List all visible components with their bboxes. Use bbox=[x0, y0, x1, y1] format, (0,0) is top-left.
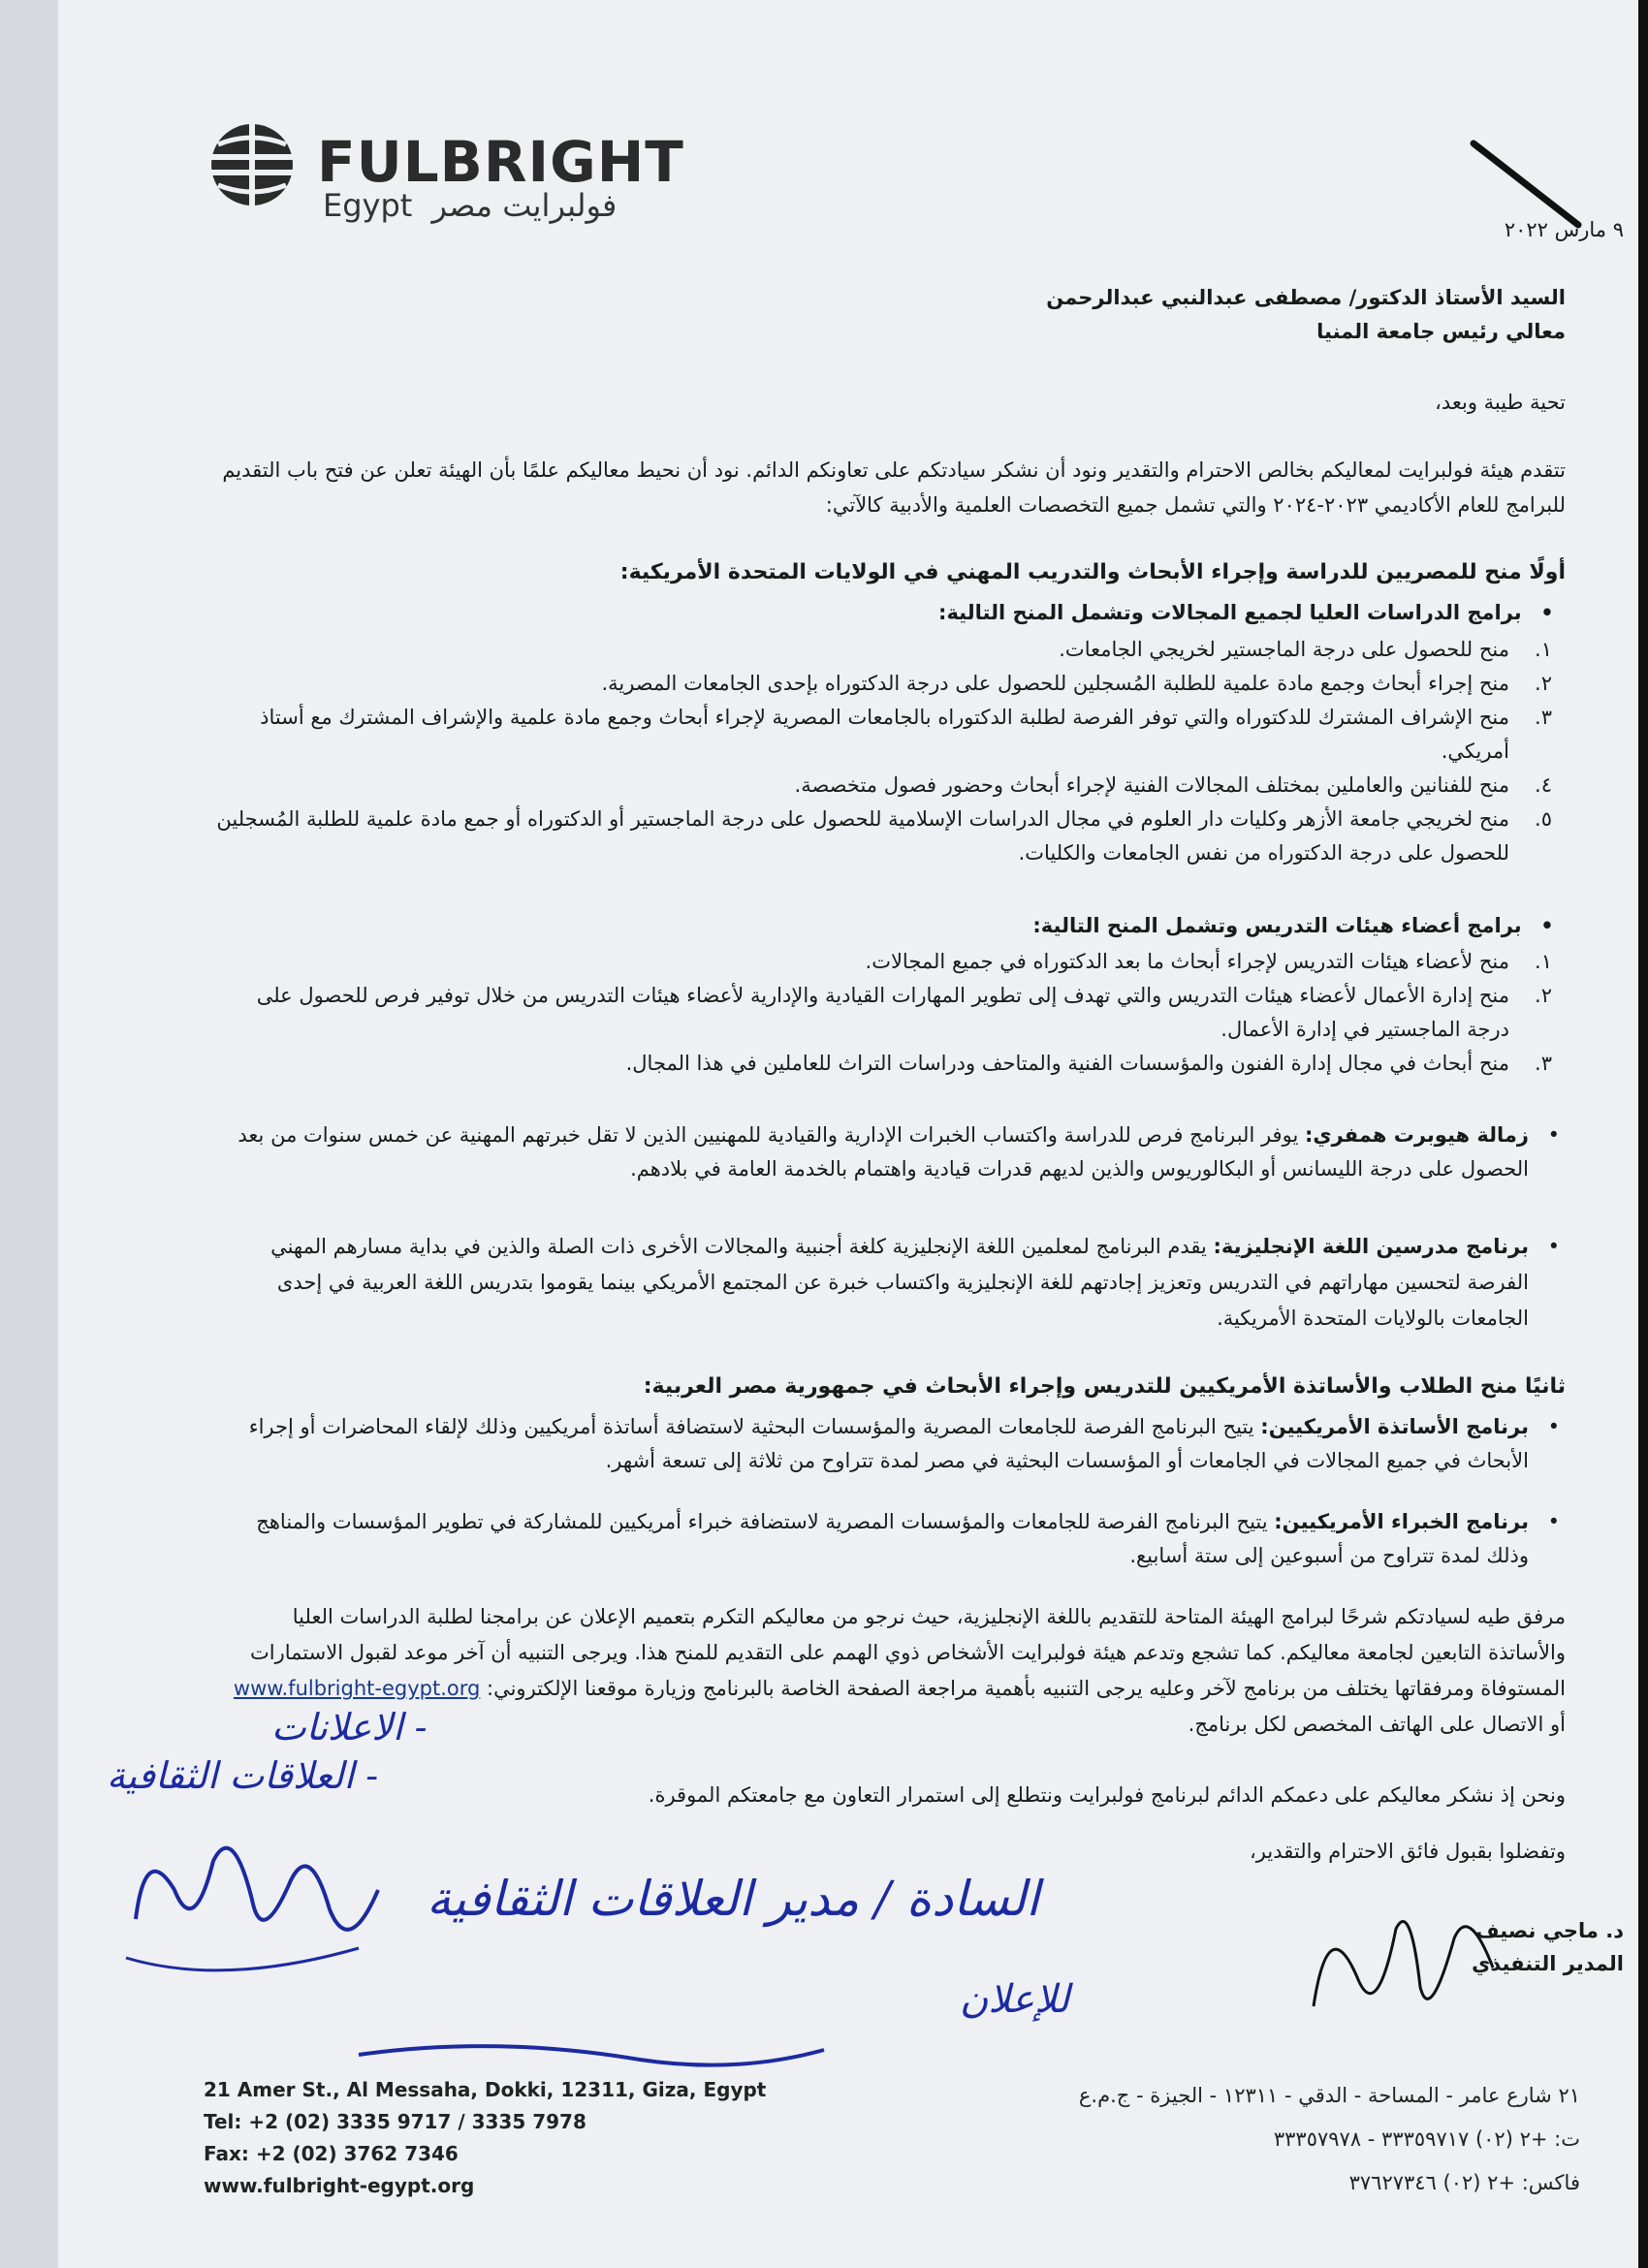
letter-date: ٩ مارس ٢٠٢٢ bbox=[1504, 218, 1624, 241]
brand-sub-ar: فولبرايت مصر bbox=[431, 187, 618, 224]
signatory-block bbox=[1430, 1914, 1624, 1980]
bullet-dot: • bbox=[1547, 1415, 1560, 1438]
list-item: ٢. منح إجراء أبحاث وجمع مادة علمية للطلبة المُسجلين للحصول على درجة الدكتوراه بإحدى الجامعات المصرية. bbox=[601, 672, 1552, 695]
bullet-dot: • bbox=[1547, 1235, 1560, 1258]
footer-address-ar: ٢١ شارع عامر - المساحة - الدقي - ١٢٣١١ - الجيزة - ج.م.ع bbox=[1078, 2084, 1580, 2107]
signatory-name: د. ماجي نصيف bbox=[1475, 1919, 1624, 1942]
list-item: ٣. منح الإشراف المشترك للدكتوراه والتي توفر الفرصة لطلبة الدكتوراه بالجامعات المصرية لإجراء أبحاث وجمع مادة علمية والإشراف المشترك مع أستاذ أمريكي. bbox=[260, 706, 1552, 763]
addressee-line1: السيد الأستاذ الدكتور/ مصطفى عبدالنبي عبدالرحمن bbox=[1046, 286, 1566, 309]
brand-sub-en: Egypt bbox=[323, 187, 413, 224]
bullet-dot: • bbox=[1547, 1123, 1560, 1147]
american-experts-paragraph: • برنامج الخبراء الأمريكيين: يتيح البرنامج الفرصة للجامعات والمؤسسات المصرية لاستضافة خبراء أمريكيين للمشاركة في تطوير المؤسسات والمناهج وذلك لمدة تتراوح من أسبوعين إلى ستة أسابيع. bbox=[213, 1505, 1566, 1573]
footer-tel-ar: ت: +٢ (٠٢) ٣٣٣٥٩٧١٧ - ٣٣٣٥٧٩٧٨ bbox=[1273, 2127, 1580, 2151]
handwritten-note-2: - العلاقات الثقافية bbox=[107, 1754, 379, 1797]
website-link[interactable]: www.fulbright-egypt.org bbox=[233, 1677, 481, 1700]
sign-off: وتفضلوا بقبول فائق الاحترام والتقدير، bbox=[1250, 1840, 1566, 1863]
list-item: ١. منح لأعضاء هيئات التدريس لإجراء أبحاث ما بعد الدكتوراه في جميع المجالات. bbox=[865, 950, 1552, 973]
list-item: ٤. منح للفنانين والعاملين بمختلف المجالات الفنية لإجراء أبحاث وحضور فصول متخصصة. bbox=[794, 773, 1552, 797]
handwritten-note-4: للإعلان bbox=[960, 1977, 1070, 2022]
handwritten-note-1: - الاعلانات bbox=[271, 1706, 428, 1748]
handwritten-annotations bbox=[107, 1706, 1309, 2094]
scan-edge bbox=[1638, 0, 1648, 2268]
scan-margin bbox=[0, 0, 58, 2268]
section2-title: ثانيًا منح الطلاب والأساتذة الأمريكيين للتدريس وإجراء الأبحاث في جمهورية مصر العربية: bbox=[643, 1374, 1566, 1399]
footer-english bbox=[204, 2074, 766, 2202]
brand-name: FULBRIGHT bbox=[317, 129, 684, 195]
footer-web-en[interactable]: www.fulbright-egypt.org bbox=[204, 2174, 475, 2197]
faculty-programs-list bbox=[213, 945, 1566, 1081]
faculty-programs-title: برامج أعضاء هيئات التدريس وتشمل المنح التالية: bbox=[1032, 914, 1522, 937]
thanks-paragraph: ونحن إذ نشكر معاليكم على دعمكم الدائم لبرنامج فولبرايت ونتطلع إلى استمرار التعاون مع جامعتكم الموقرة. bbox=[648, 1783, 1566, 1807]
signatory-title: المدير التنفيذي bbox=[1472, 1952, 1624, 1975]
grad-programs-heading bbox=[213, 596, 1566, 630]
brand-sub bbox=[323, 187, 617, 224]
english-teachers-paragraph: • برنامج مدرسين اللغة الإنجليزية: يقدم البرنامج لمعلمين اللغة الإنجليزية كلغة أجنبية والمجالات الأخرى ذات الصلة والذين في بداية مسارهم المهني الفرصة لتحسين مهاراتهم في التدريس وتعزيز إجادتهم للغة الإنجليزية واكتساب خبرة عن المجتمع الأمريكي بينما يقوموا بتدريس اللغة العربية في إحدى الجامعات بالولايات المتحدة الأمريكية. bbox=[213, 1229, 1566, 1337]
list-item: ٥. منح لخريجي جامعة الأزهر وكليات دار العلوم في مجال الدراسات الإسلامية للحصول على درجة الماجستير أو الدكتوراه أو جمع مادة علمية للطلبة المُسجلين للحصول على درجة الدكتوراه من نفس الجامعات والكليات. bbox=[216, 807, 1552, 865]
footer-fax-en: Fax: +2 (02) 3762 7346 bbox=[204, 2142, 459, 2165]
list-item: ٣. منح أبحاث في مجال إدارة الفنون والمؤسسات الفنية والمتاحف ودراسات التراث للعاملين في هذا المجال. bbox=[625, 1052, 1552, 1075]
footer-arabic bbox=[960, 2074, 1580, 2205]
american-professors-paragraph: • برنامج الأساتذة الأمريكيين: يتيح البرنامج الفرصة للجامعات المصرية والمؤسسات البحثية لاستضافة أساتذة أمريكيين وذلك لإلقاء المحاضرات أو إجراء الأبحاث في جميع المجالات في الجامعات أو المؤسسات البحثية في مصر لمدة تتراوح من ثلاثة إلى تسعة أشهر. bbox=[213, 1410, 1566, 1478]
grad-programs-list bbox=[213, 633, 1566, 870]
footer-fax-ar: فاكس: +٢ (٠٢) ٣٧٦٢٧٣٤٦ bbox=[1348, 2171, 1580, 2194]
grad-programs-title: برامج الدراسات العليا لجميع المجالات وتشمل المنح التالية: bbox=[938, 601, 1522, 624]
handwritten-signature-left bbox=[107, 1803, 427, 1997]
closing-paragraph: مرفق طيه لسيادتكم شرحًا لبرامج الهيئة المتاحة للتقديم باللغة الإنجليزية، حيث نرجو من معاليكم التكرم بتعميم الإعلان عن برامجنا لطلبة الدراسات العليا والأساتذة التابعين لجامعة معاليكم. كما تشجع وتدعم هيئة فولبرايت الأشخاص ذوي الهمم على التقديم للمنح هذا. ويرجى التنبيه أن آخر موعد لقبول الاستمارات المستوفاة ومرفقاتها يختلف من برنامج لآخر وعليه يرجى التنبيه بأهمية مراجعة الصفحة الخاصة بالبرنامج وزيارة موقعنا الإلكتروني: www.fulbright-egypt.org أو الاتصال على الهاتف المخصص لكل برنامج. bbox=[233, 1605, 1566, 1736]
footer-tel-en: Tel: +2 (02) 3335 9717 / 3335 7978 bbox=[204, 2110, 586, 2133]
intro-paragraph: تتقدم هيئة فولبرايت لمعاليكم بخالص الاحترام والتقدير ونود أن نشكر سيادتكم على تعاونكم الدائم. نود أن نحيط معاليكم علمًا بأن الهيئة تعلن عن فتح باب التقديم للبرامج للعام الأكاديمي ٢٠٢٣-٢٠٢٤ والتي تشمل جميع التخصصات العلمية والأدبية كالآتي: bbox=[222, 458, 1566, 517]
list-item: ٢. منح إدارة الأعمال لأعضاء هيئات التدريس والتي تهدف إلى تطوير المهارات القيادية والإدارية لأعضاء هيئات التدريس من خلال توفير فرص للحصول على درجة الماجستير في إدارة الأعمال. bbox=[256, 984, 1552, 1041]
footer-address-en: 21 Amer St., Al Messaha, Dokki, 12311, Giza, Egypt bbox=[204, 2078, 767, 2101]
globe-logo-icon bbox=[208, 121, 296, 208]
addressee-line2: معالي رئيس جامعة المنيا bbox=[1316, 320, 1566, 343]
bullet-dot: • bbox=[1547, 1510, 1560, 1533]
handwritten-note-3: السادة / مدير العلاقات الثقافية bbox=[427, 1871, 1040, 1927]
greeting: تحية طيبة وبعد، bbox=[1435, 391, 1566, 414]
list-item: ١. منح للحصول على درجة الماجستير لخريجي الجامعات. bbox=[1059, 638, 1552, 661]
humphrey-paragraph: • زمالة هيوبرت همفري: يوفر البرنامج فرص للدراسة واكتساب الخبرات الإدارية والقيادية للمهنيين الذين لا تقل خبرتهم المهنية عن خمس سنوات من بعد الحصول على درجة الليسانس أو البكالوريوس والذين لديهم قدرات قيادية واهتمام بالخدمة العامة في بلادهم. bbox=[213, 1118, 1566, 1186]
section1-title: أولًا منح للمصريين للدراسة وإجراء الأبحاث والتدريب المهني في الولايات المتحدة الأمريكية: bbox=[619, 560, 1566, 584]
fulbright-logo bbox=[208, 121, 684, 237]
faculty-programs-heading bbox=[213, 909, 1566, 943]
